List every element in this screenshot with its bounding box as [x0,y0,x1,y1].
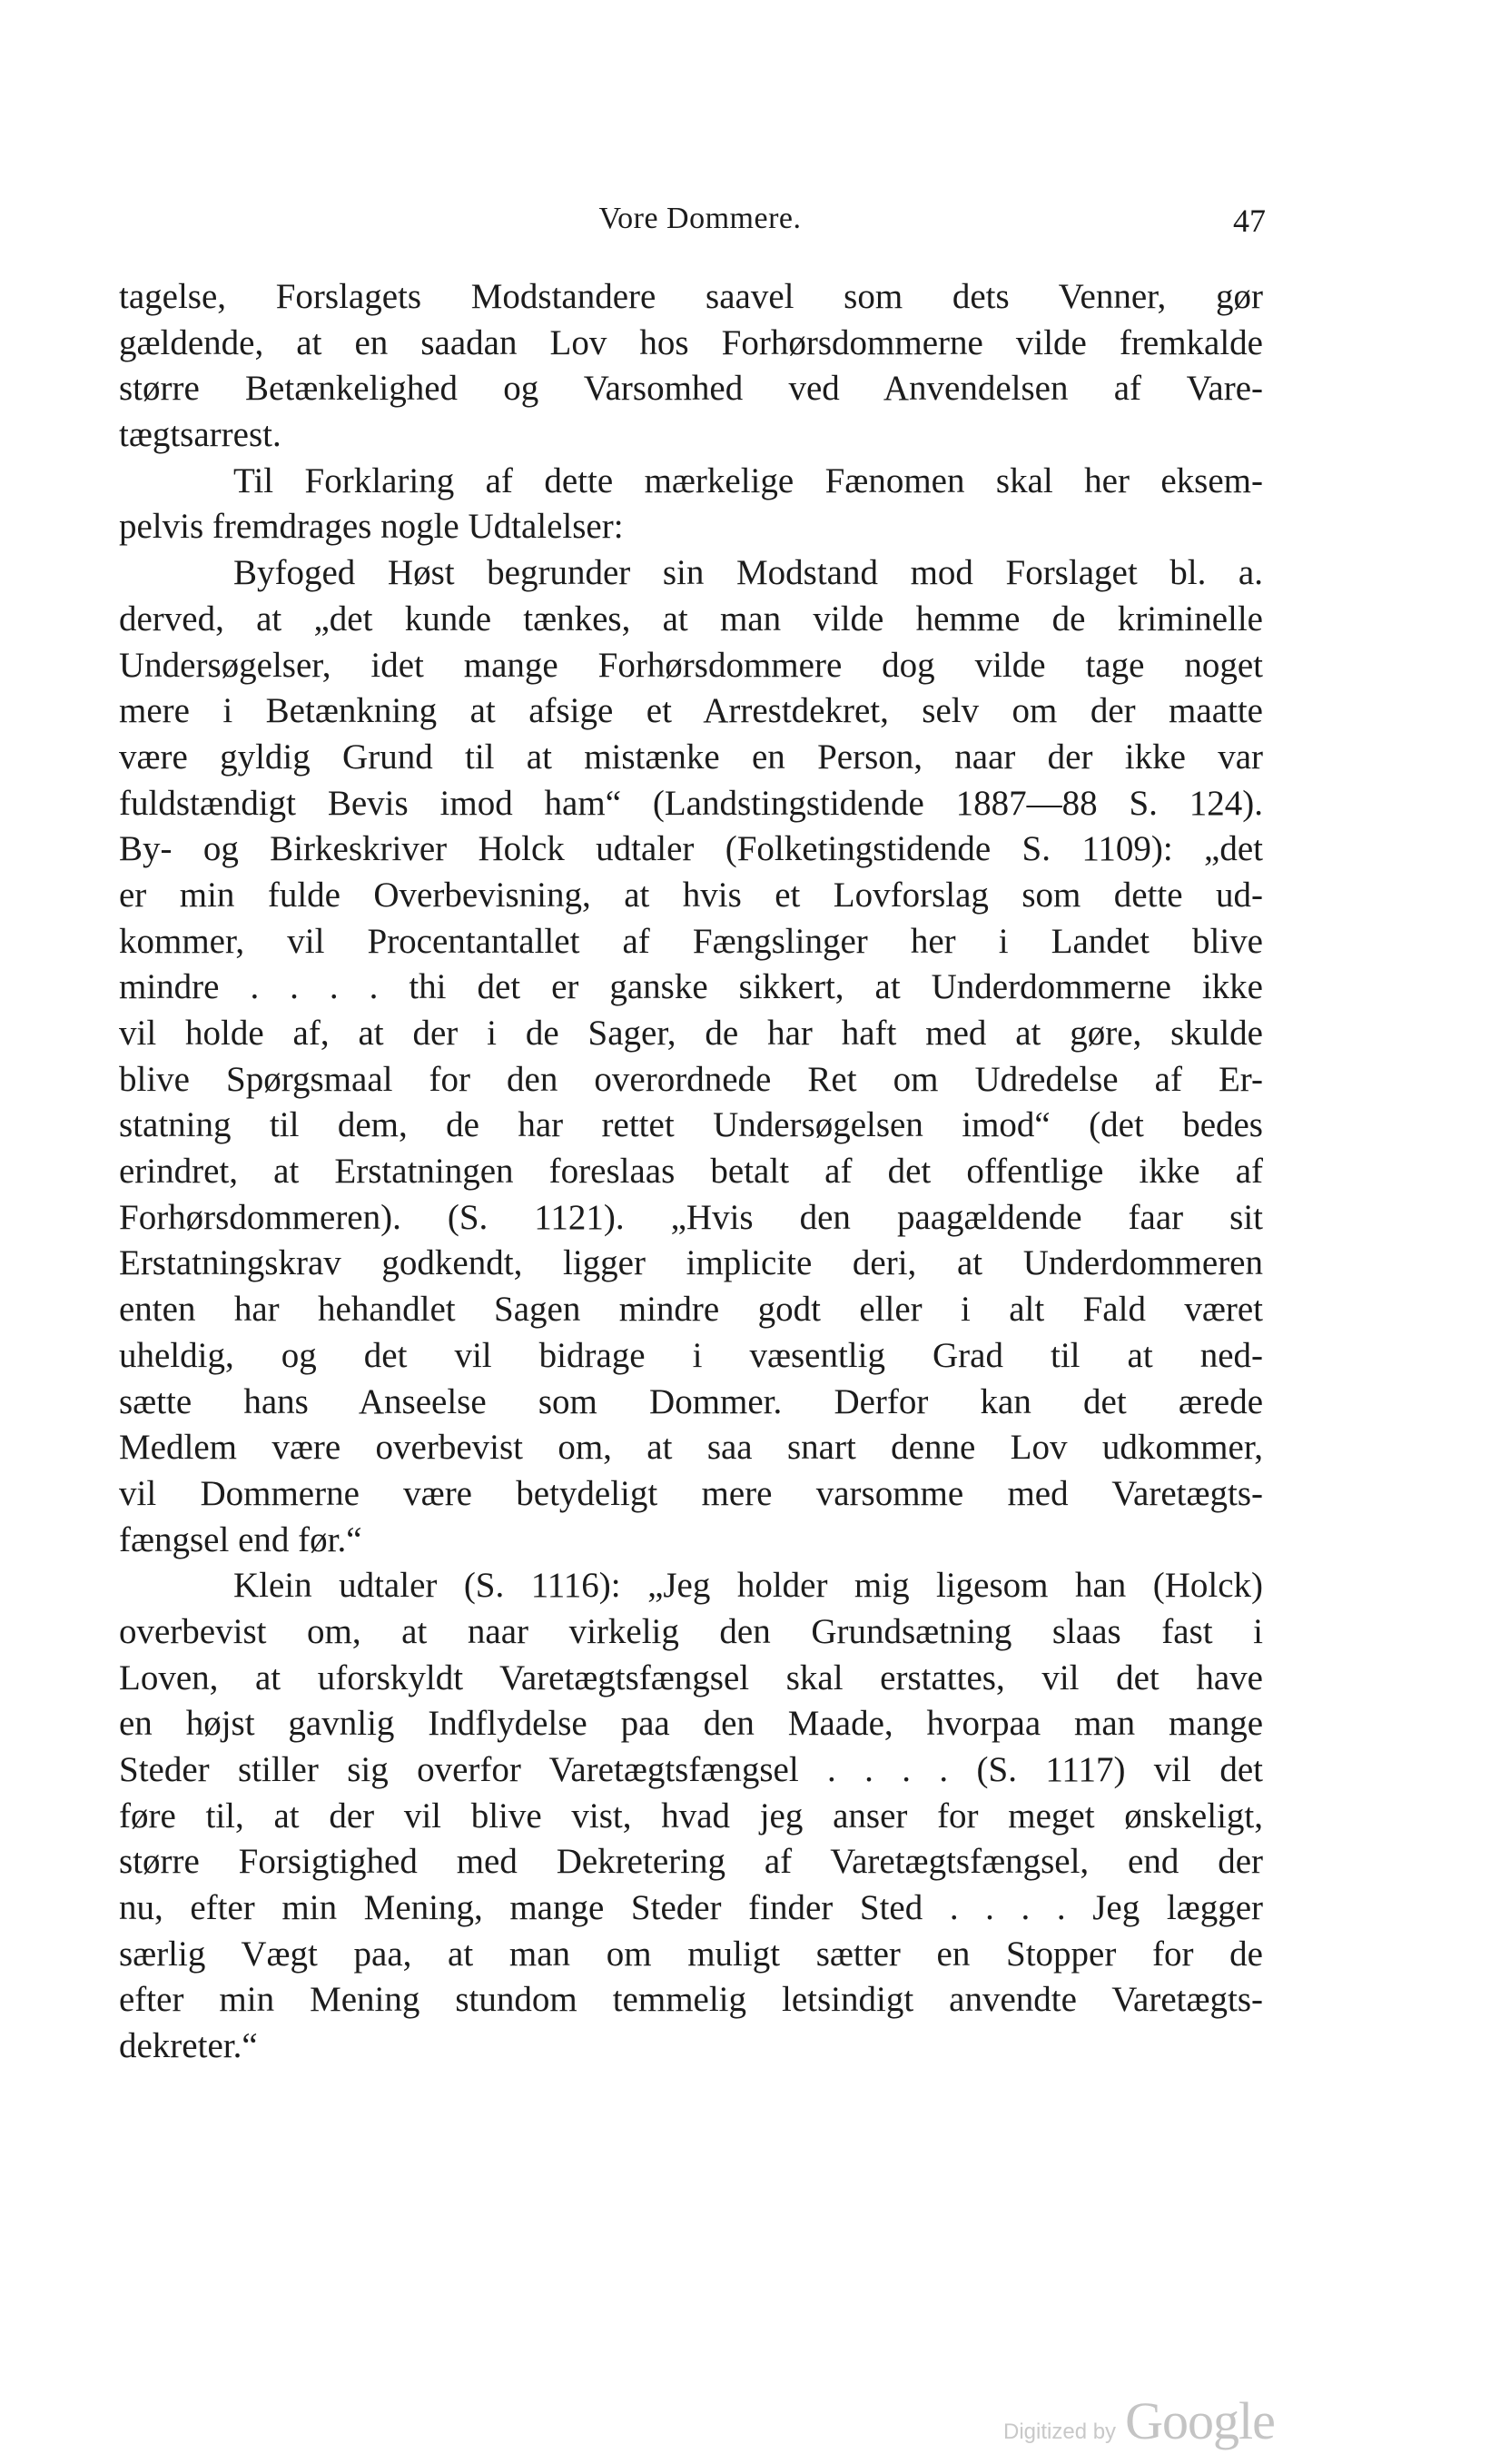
text-line: sætte hans Anseelse som Dommer. Derfor kan det ærede [119,1381,1263,1421]
text-line: Til Forklaring af dette mærkelige Fænomen skal her eksem- [233,460,1263,500]
text-line: statning til dem, de har rettet Undersøgelsen imod“ (det bedes [119,1105,1263,1145]
text-line: en højst gavnlig Indflydelse paa den Maade, hvorpaa man mange [119,1704,1263,1744]
text-line: større Betænkelighed og Varsomhed ved Anvendelsen af Vare- [119,369,1263,409]
text-line: enten har hehandlet Sagen mindre godt eller i alt Fald været [119,1290,1263,1330]
text-line: uheldig, og det vil bidrage i væsentlig Grad til at ned- [119,1335,1263,1375]
text-line: Medlem være overbevist om, at saa snart denne Lov udkommer, [119,1428,1263,1468]
text-line: derved, at „det kunde tænkes, at man vilde hemme de kriminelle [119,599,1263,638]
text-line: mindre . . . . thi det er ganske sikkert, at Underdommerne ikke [119,967,1263,1007]
text-line: føre til, at der vil blive vist, hvad jeg anser for meget ønskeligt, [119,1796,1263,1836]
text-line: kommer, vil Procentantallet af Fængslinger her i Landet blive [119,921,1263,961]
text-line: Klein udtaler (S. 1116): „Jeg holder mig ligesom han (Holck) [233,1566,1263,1606]
text-line: Erstatningskrav godkendt, ligger implicite deri, at Underdommeren [119,1243,1263,1283]
text-line: pelvis fremdrages nogle Udtalelser: [119,507,624,547]
text-line: fuldstændigt Bevis imod ham“ (Landstingstidende 1887—88 S. 124). [119,783,1263,823]
text-line: større Forsigtighed med Dekretering af Varetægtsfængsel, end der [119,1842,1263,1882]
text-line: By- og Birkeskriver Holck udtaler (Folketingstidende S. 1109): „det [119,829,1263,869]
digitized-by-label: Digitized by [1003,2419,1117,2444]
page-number: 47 [1233,203,1266,239]
body-text [119,274,1263,2070]
text-line: Loven, at uforskyldt Varetægtsfængsel skal erstattes, vil det have [119,1658,1263,1697]
text-line: blive Spørgsmaal for den overordnede Ret om Udredelse af Er- [119,1059,1263,1099]
text-line: erindret, at Erstatningen foreslaas betalt af det offentlige ikke af [119,1152,1263,1192]
running-title: Vore Dommere. [598,202,802,235]
text-line: vil holde af, at der i de Sager, de har haft med at gøre, skulde [119,1014,1263,1053]
text-line: fængsel end før.“ [119,1519,362,1559]
text-line: gældende, at en saadan Lov hos Forhørsdommerne vilde fremkalde [119,322,1263,362]
text-line: mere i Betænkning at afsige et Arrestdekret, selv om der maatte [119,691,1263,731]
text-line: Undersøgelser, idet mange Forhørsdommere dog vilde tage noget [119,645,1263,685]
text-line: er min fulde Overbevisning, at hvis et Lovforslag som dette ud- [119,875,1263,915]
google-logo: Google [1125,2391,1275,2450]
text-line: være gyldig Grund til at mistænke en Person, naar der ikke var [119,737,1263,777]
text-line: særlig Vægt paa, at man om muligt sætter en Stopper for de [119,1934,1263,1974]
text-line: overbevist om, at naar virkelig den Grundsætning slaas fast i [119,1611,1263,1651]
text-line: tægtsarrest. [119,415,281,455]
text-line: tagelse, Forslagets Modstandere saavel som dets Venner, gør [119,277,1263,316]
text-line: Byfoged Høst begrunder sin Modstand mod Forslaget bl. a. [233,553,1263,593]
text-line: nu, efter min Mening, mange Steder finder Sted . . . . Jeg lægger [119,1888,1263,1928]
text-line: Forhørsdommeren). (S. 1121). „Hvis den paagældende faar sit [119,1197,1263,1237]
page-header [127,202,1273,247]
digitized-by-watermark [1003,2390,1275,2450]
text-line: vil Dommerne være betydeligt mere varsomme med Varetægts- [119,1473,1263,1513]
text-line: dekreter.“ [119,2026,258,2066]
text-line: efter min Mening stundom temmelig letsindigt anvendte Varetægts- [119,1980,1263,2020]
text-line: Steder stiller sig overfor Varetægtsfængsel . . . . (S. 1117) vil det [119,1750,1263,1789]
